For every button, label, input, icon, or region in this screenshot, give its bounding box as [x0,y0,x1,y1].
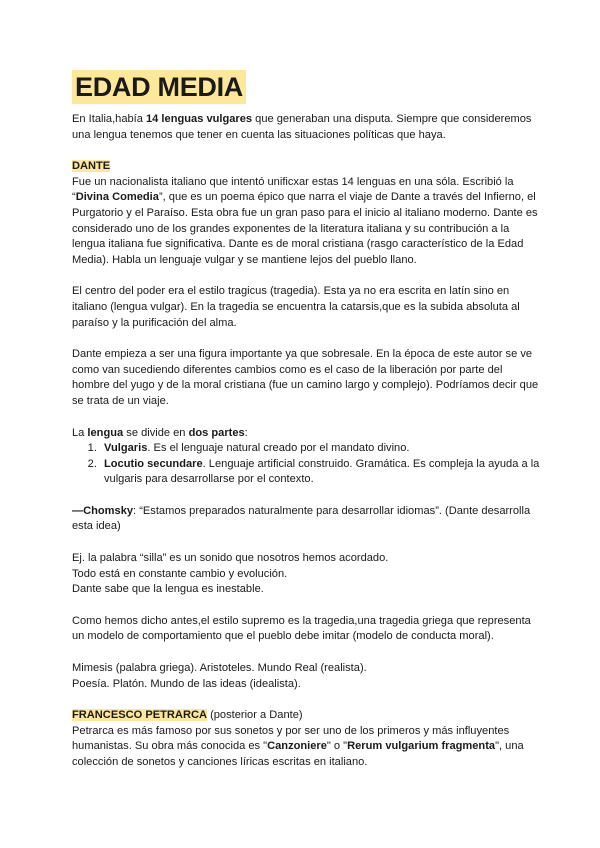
lengua-bold: lengua [87,426,124,439]
petrarca-text-3: ", una colección de sonetos y canciones líricas escritas en italiano. [72,740,524,768]
dante-p1-text-2: ”, que es un poema épico que narra el viaje de Dante a través del Infierno, el Purgatorio y el Paraíso. Esta obra fue un gran paso para el inicio al italiano moderno. Dante es considerado uno de los grandes exponentes de la literatura italiana y su contribución a la lengua italiana fue significativa. Dante es de moral cristiana (rasgo característico de la Edad Media). Habla un lenguaje vulgar y se mantiene lejos del pueblo llano. [72,191,538,266]
list-item-term: Vulgaris [104,442,148,455]
ej-line: Dante sabe que la lengua es inestable. [72,583,264,596]
petrarca-heading-note: (posterior a Dante) [206,709,303,722]
lengua-text-2: se divide en [123,426,189,439]
lengua-text-3: : [244,426,248,439]
petrarca-heading-line [72,708,540,724]
list-item-term: Locutio secundare [104,457,203,470]
dos-partes-bold: dos partes [188,426,245,439]
list-item-desc: . Lenguaje artificial construido. Gramática. Es compleja la ayuda a la vulgaris para desarrollarse por el contexto. [104,457,540,486]
petrarca-text: Petrarca es más famoso por sus sonetos y por ser uno de los primeros y más influyentes humanistas. Su obra más conocida es " [72,724,510,753]
list-item [100,457,540,488]
chomsky-paragraph [72,504,540,535]
divina-comedia-bold: Divina Comedia [75,191,159,204]
petrarca-paragraph [72,724,540,771]
intro-text-2: que generaban una disputa. Siempre que consideremos una lengua tenemos que tener en cuenta las situaciones políticas que haya. [72,113,532,141]
intro-text: En Italia,había [72,113,147,125]
dante-paragraph-3: Dante empieza a ser una figura importante ya que sobresale. En la época de este autor se ve como van sucediendo diferentes cambios como es el caso de la liberación por parte del hombre del yugo y de la moral cristiana (fue un camino largo y complejo). Podríamos decir que se trata de un viaje. [72,348,539,407]
list-item [100,441,540,457]
canzoniere-bold: Canzoniere [267,740,327,753]
mimesis-line: Poesía. Platón. Mundo de las ideas (idealista). [72,677,301,690]
mimesis-line: Mimesis (palabra griega). Aristoteles. Mundo Real (realista). [72,662,367,675]
page-title: EDAD MEDIA [72,70,246,104]
lengua-text: La [72,426,88,439]
dante-paragraph-4: Como hemos dicho antes,el estilo supremo es la tragedia,una tragedia griega que representa un modelo de comportamiento que el pueblo debe imitar (modelo de conducta moral). [72,614,531,643]
rerum-bold: Rerum vulgarium fragmenta [347,740,496,753]
ej-line: Ej. la palabra “silla” es un sonido que nosotros hemos acordado. [72,552,389,565]
dante-paragraph-1 [72,175,540,269]
chomsky-bold: —Chomsky [72,504,134,517]
lengua-list [72,441,540,488]
dante-heading: DANTE [72,160,111,173]
petrarca-heading: FRANCESCO PETRARCA [72,709,207,722]
dante-p1-text: Fue un nacionalista italiano que intentó unificxar estas 14 lenguas en una sóla. Escribió la “ [72,175,514,204]
list-item-desc: . Es el lenguaje natural creado por el mandato divino. [147,442,410,455]
intro-bold: 14 lenguas vulgares [146,113,253,125]
lengua-paragraph [72,426,540,442]
dante-heading-line [72,159,540,175]
petrarca-text-2: " o " [326,740,348,753]
chomsky-text: : “Estamos preparados naturalmente para desarrollar idiomas”. (Dante desarrolla esta idea) [72,504,531,533]
dante-paragraph-2: El centro del poder era el estilo tragicus (tragedia). Esta ya no era escrita en latín sino en italiano (lengua vulgar). En la tragedia se encuentra la catarsis,que es la subida absoluta al paraíso y la purificación del alma. [72,285,520,329]
intro-paragraph [72,112,540,143]
ej-line: Todo está en constante cambio y evolución. [72,567,288,580]
